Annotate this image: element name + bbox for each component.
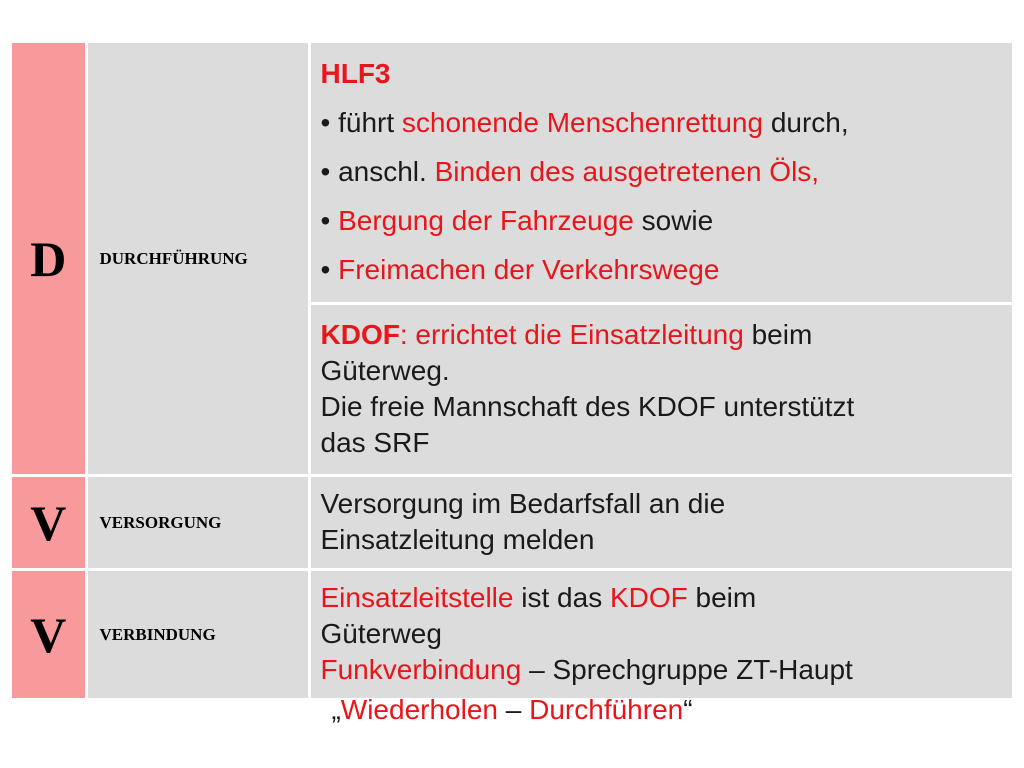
hlf3-title: HLF3 [320, 58, 391, 89]
kdof-line-2: Güterweg. [320, 354, 450, 386]
letter-v-verbindung: V [12, 570, 86, 700]
verbindung-line-3: Funkverbindung – Sprechgruppe ZT-Haupt [320, 653, 853, 685]
hlf3-bullet-3: • Bergung der Fahrzeuge sowie [320, 205, 714, 236]
row-versorgung [12, 476, 1012, 570]
kdof-line-3: Die freie Mannschaft des KDOF unterstützt [320, 390, 855, 422]
label-durchfuehrung: DURCHFÜHRUNG [86, 43, 309, 476]
row-durchfuehrung-hlf3 [12, 43, 1012, 304]
hlf3-bullet-4: • Freimachen der Verkehrswege [320, 254, 720, 285]
versorgung-line-1: Versorgung im Bedarfsfall an die [320, 487, 726, 519]
letter-v-versorgung: V [12, 476, 86, 570]
hlf3-bullet-1: • führt schonende Menschenrettung durch, [320, 107, 849, 138]
hlf3-bullet-2: • anschl. Binden des ausgetretenen Öls, [320, 156, 820, 187]
label-versorgung: VERSORGUNG [86, 476, 309, 570]
kdof-name: KDOF [320, 318, 400, 350]
verbindung-line-1: Einsatzleitstelle ist das KDOF beim [320, 581, 757, 613]
slide-caption: „Wiederholen – Durchführen“ [331, 694, 693, 725]
label-verbindung: VERBINDUNG [86, 570, 309, 700]
verbindung-line-2: Güterweg [320, 617, 442, 649]
verbindung-cell [309, 570, 1012, 700]
hlf3-cell [309, 43, 1012, 304]
versorgung-cell [309, 476, 1012, 570]
kdof-line-4: das SRF [320, 426, 430, 458]
row-verbindung [12, 570, 1012, 700]
versorgung-line-2: Einsatzleitung melden [320, 523, 595, 555]
dvv-table [12, 43, 1012, 701]
kdof-line-1: KDOF: errichtet die Einsatzleitung beim [320, 318, 813, 350]
kdof-cell [309, 304, 1012, 476]
letter-d: D [12, 43, 86, 476]
